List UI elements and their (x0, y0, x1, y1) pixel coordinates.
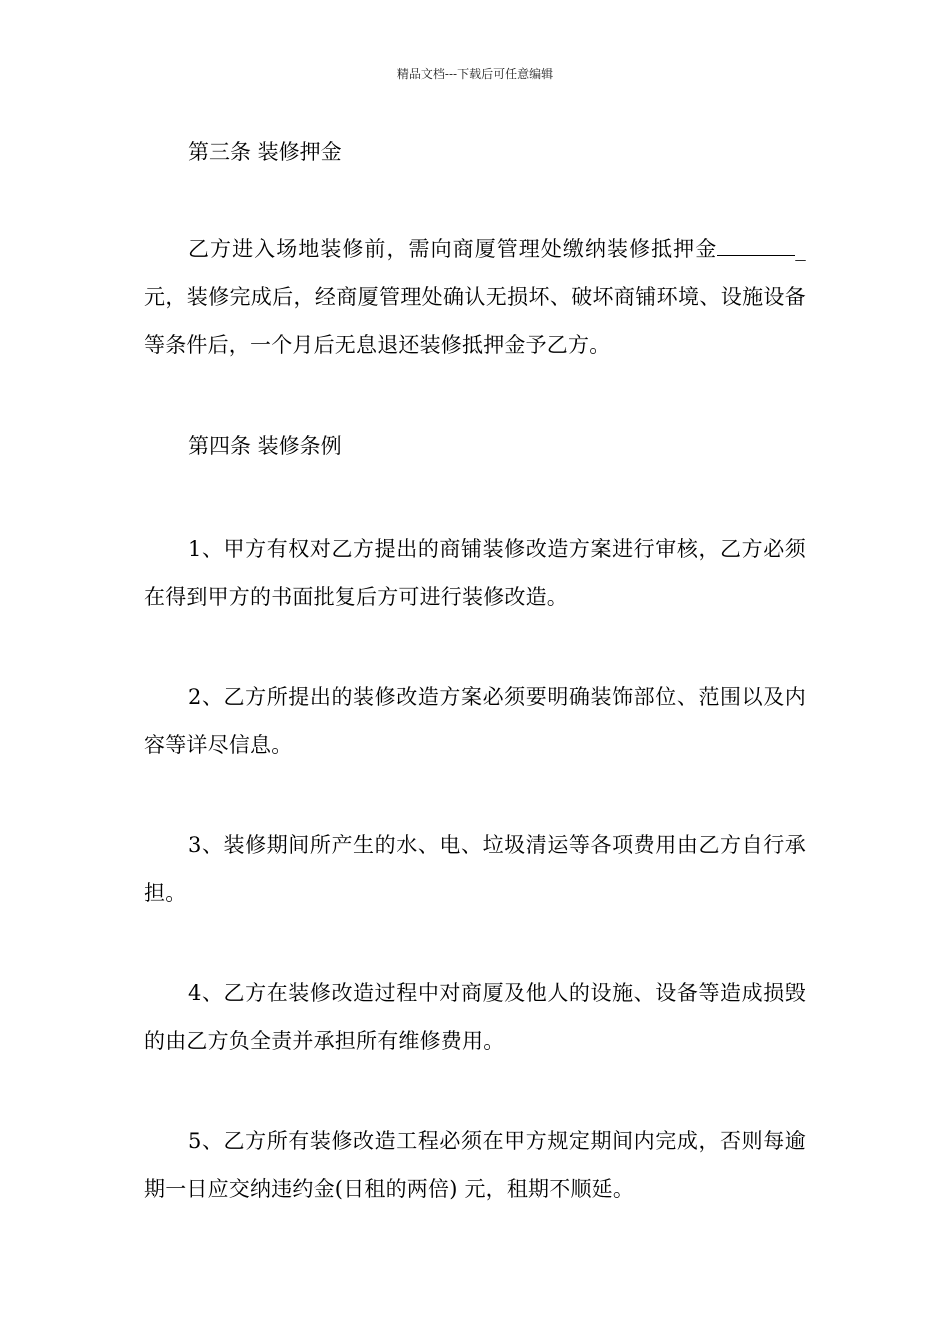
article-4-item-1: 1、甲方有权对乙方提出的商铺装修改造方案进行审核，乙方必须在得到甲方的书面批复后方可进行装修改造。 (144, 537, 806, 609)
page-header: 精品文档---下载后可任意编辑 (396, 67, 554, 81)
article-4-item-5: 5、乙方所有装修改造工程必须在甲方规定期间内完成，否则每逾期一日应交纳违约金(日租的两倍) 元，租期不顺延。 (144, 1129, 806, 1201)
deposit-text-before: 乙方进入场地装修前，需向商厦管理处缴纳装修抵押金 (188, 237, 718, 261)
deposit-amount-blank (717, 237, 795, 256)
article-4-item-3: 3、装修期间所产生的水、电、垃圾清运等各项费用由乙方自行承担。 (144, 833, 806, 905)
article-4-heading: 第四条 装修条例 (188, 434, 342, 458)
article-4-item-2: 2、乙方所提出的装修改造方案必须要明确装饰部位、范围以及内容等详尽信息。 (144, 685, 806, 757)
deposit-paragraph (144, 225, 806, 369)
article-4-item-4: 4、乙方在装修改造过程中对商厦及他人的设施、设备等造成损毁的由乙方负全责并承担所有维修费用。 (144, 981, 806, 1053)
article-3-heading: 第三条 装修押金 (188, 140, 342, 164)
document-body (144, 131, 806, 1213)
deposit-text-after: _元，装修完成后，经商厦管理处确认无损坏、破坏商铺环境、设施设备等条件后，一个月后无息退还装修抵押金予乙方。 (144, 237, 806, 357)
